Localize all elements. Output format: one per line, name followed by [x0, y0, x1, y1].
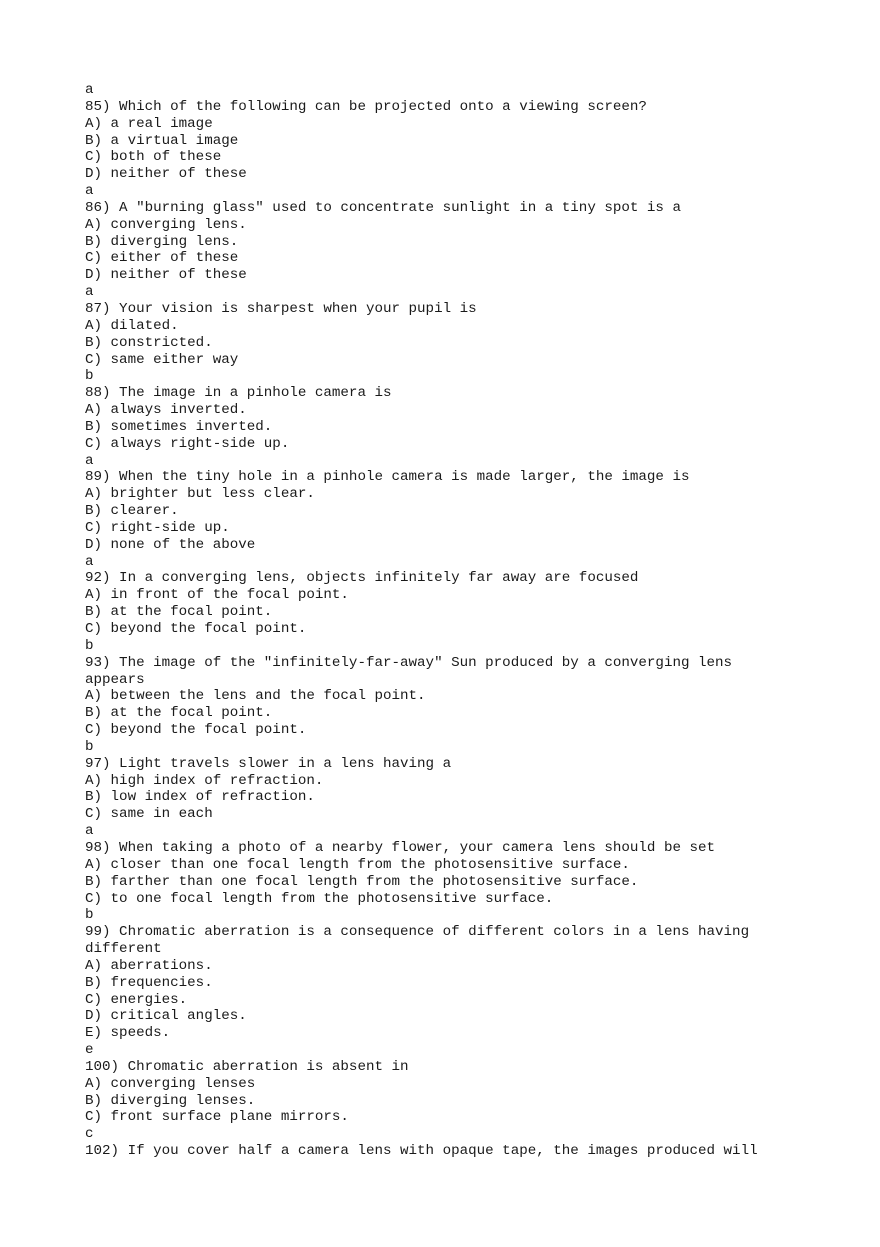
question-87: 87) Your vision is sharpest when your pupil is	[85, 300, 477, 317]
question-93: 93) The image of the "infinitely-far-away" Sun produced by a converging lens	[85, 654, 733, 671]
document-page	[85, 82, 845, 1160]
question-97: 97) Light travels slower in a lens having a	[85, 755, 452, 772]
option-line: B) a virtual image	[85, 132, 239, 149]
option-line: C) beyond the focal point.	[85, 621, 307, 637]
question-102: 102) If you cover half a camera lens with opaque tape, the images produced will	[85, 1143, 758, 1160]
option-line: A) in front of the focal point.	[85, 587, 349, 604]
answer-line: a	[85, 82, 94, 98]
option-line: C) same either way	[85, 351, 239, 368]
option-line: C) both of these	[85, 149, 222, 166]
option-line: E) speeds.	[85, 1025, 171, 1042]
option-line: B) farther than one focal length from the photosensitive surface.	[85, 873, 639, 890]
option-line: A) closer than one focal length from the photosensitive surface.	[85, 856, 630, 873]
option-line: B) frequencies.	[85, 974, 213, 991]
answer-line: b	[85, 637, 94, 654]
option-line: D) neither of these	[85, 166, 247, 183]
option-line: C) front surface plane mirrors.	[85, 1109, 349, 1126]
answer-line: c	[85, 1126, 94, 1143]
option-line: A) high index of refraction.	[85, 772, 324, 789]
option-line: B) sometimes inverted.	[85, 418, 273, 435]
option-line: C) to one focal length from the photosensitive surface.	[85, 890, 554, 907]
option-line: A) converging lenses	[85, 1075, 256, 1092]
option-line: B) at the focal point.	[85, 705, 273, 722]
question-88: 88) The image in a pinhole camera is	[85, 385, 392, 402]
answer-line: a	[85, 452, 94, 469]
question-89: 89) When the tiny hole in a pinhole camera is made larger, the image is	[85, 469, 690, 486]
question-99-continued: different	[85, 941, 162, 958]
option-line: B) clearer.	[85, 503, 179, 520]
option-line: A) between the lens and the focal point.	[85, 688, 426, 705]
question-85: 85) Which of the following can be projected onto a viewing screen?	[85, 98, 647, 115]
answer-line: a	[85, 823, 94, 840]
question-100: 100) Chromatic aberration is absent in	[85, 1058, 409, 1075]
answer-line: a	[85, 183, 94, 200]
option-line: C) same in each	[85, 806, 213, 823]
answer-line: b	[85, 738, 94, 755]
option-line: C) always right-side up.	[85, 435, 290, 452]
answer-line: b	[85, 907, 94, 924]
option-line: C) right-side up.	[85, 519, 230, 536]
answer-line: a	[85, 284, 94, 301]
question-99: 99) Chromatic aberration is a consequence of different colors in a lens having	[85, 924, 750, 941]
option-line: D) neither of these	[85, 267, 247, 284]
option-line: A) a real image	[85, 115, 213, 132]
option-line: C) beyond the focal point.	[85, 722, 307, 739]
option-line: B) diverging lens.	[85, 233, 239, 250]
question-92: 92) In a converging lens, objects infinitely far away are focused	[85, 570, 639, 587]
question-93-continued: appears	[85, 671, 145, 688]
option-line: D) critical angles.	[85, 1008, 247, 1025]
option-line: A) converging lens.	[85, 216, 247, 233]
answer-line: a	[85, 553, 94, 570]
option-line: B) at the focal point.	[85, 604, 273, 621]
question-98: 98) When taking a photo of a nearby flower, your camera lens should be set	[85, 839, 716, 856]
option-line: C) either of these	[85, 250, 239, 267]
option-line: B) constricted.	[85, 334, 213, 351]
option-line: A) dilated.	[85, 317, 179, 334]
option-line: A) always inverted.	[85, 402, 247, 419]
option-line: A) aberrations.	[85, 957, 213, 974]
answer-line: e	[85, 1042, 94, 1059]
option-line: B) low index of refraction.	[85, 789, 315, 806]
option-line: C) energies.	[85, 991, 188, 1008]
option-line: D) none of the above	[85, 536, 256, 553]
option-line: B) diverging lenses.	[85, 1092, 256, 1109]
option-line: A) brighter but less clear.	[85, 486, 315, 503]
question-86: 86) A "burning glass" used to concentrate sunlight in a tiny spot is a	[85, 199, 681, 216]
answer-line: b	[85, 368, 94, 385]
